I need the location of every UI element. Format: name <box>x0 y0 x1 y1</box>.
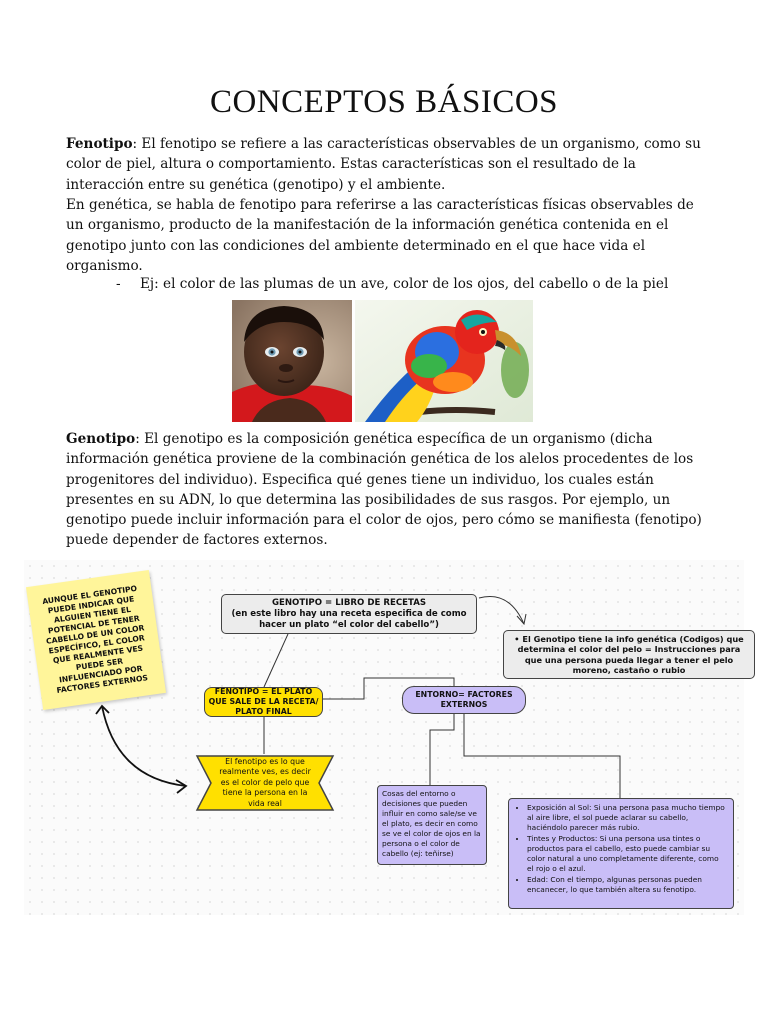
sticky-note: AUNQUE EL GENOTIPO PUEDE INDICAR QUE ALGUIEN TIENE EL POTENCIAL DE TENER CABELLO DE UN COLOR ESPECÍFICO, EL COLOR QUE REALMENTE VES PUEDE SER INFLUENCIADO POR FACTORES EXTERNOS <box>26 570 166 710</box>
fenotipo-definition-text: El fenotipo es lo que realmente ves, es decir es el color de pelo que tiene la persona en la vida real <box>219 756 311 808</box>
fenotipo-paragraph <box>66 134 706 195</box>
factor-sun: • Exposición al Sol: Si una persona pasa mucho tiempo al aire libre, el sol puede aclarar su cabello, haciéndolo parecer más rubio. <box>527 803 725 833</box>
fenotipo-genetics-paragraph: En genética, se habla de fenotipo para referirse a las características físicas observables de un organismo, producto de la manifestación de la información genética contenida en el genotipo junto con las condiciones del ambiente determinado en el que hace vida el organismo. <box>66 197 694 274</box>
genotipo-recipe-node: GENOTIPO = LIBRO DE RECETAS (en este libro hay una receta especifica de como hacer un plato “el color del cabello”) <box>221 594 477 634</box>
fenotipo-plate-node: FENOTIPO = EL PLATO QUE SALE DE LA RECETA/ PLATO FINAL <box>204 687 323 717</box>
fenotipo-example-text: Ej: el color de las plumas de un ave, color de los ojos, del cabello o de la piel <box>140 276 669 292</box>
genotipo-paragraph <box>66 429 706 551</box>
page-title: CONCEPTOS BÁSICOS <box>209 84 559 120</box>
factor-dyes: • Tintes y Productos: Si una persona usa tintes o productos para el cabello, esto puede cambiar su color natural a uno completamente diferente, como el rojo o el azul. <box>527 834 725 874</box>
fenotipo-term: Fenotipo <box>66 136 133 152</box>
factor-age: • Edad: Con el tiempo, algunas personas pueden encanecer, lo que también altera su fenotipo. <box>527 875 725 895</box>
fenotipo-definition: : El fenotipo se refiere a las características observables de un organismo, como su color de piel, altura o comportamiento. Estas características son el resultado de la interacción entre su genética (genotipo) y el ambiente. <box>66 136 701 193</box>
entorno-node: ENTORNO= FACTORES EXTERNOS <box>402 686 526 714</box>
genotipo-term: Genotipo <box>66 431 136 447</box>
parrot-photo <box>355 300 533 422</box>
entorno-cosas-node: Cosas del entorno o decisiones que pueden influir en como sale/se ve el plato, es decir en como se ve el color de ojos en la persona o el color de cabello (ej: teñirse) <box>377 785 487 865</box>
external-factors-node <box>508 798 734 909</box>
genotipo-info-node: • El Genotipo tiene la info genética (Codigos) que determina el color del pelo = Instrucciones para que una persona pueda llegar a tener el pelo moreno, castaño o rubio <box>503 630 755 679</box>
fenotipo-definition-node <box>195 754 335 812</box>
factors-list <box>517 803 725 896</box>
concept-map <box>24 560 744 915</box>
bullet-dash: - <box>116 276 121 292</box>
genotipo-definition: : El genotipo es la composición genética específica de un organismo (dicha información genética proviene de la combinación genética de los alelos procedentes de los progenitores del individuo). Especifica qué genes tiene un individuo, los cuales están presentes en su ADN, lo que determina las posibilidades de sus rasgos. Por ejemplo, un genotipo puede incluir información para el color de ojos, pero cómo se manifiesta (fenotipo) puede depender de factores externos. <box>66 431 702 549</box>
baby-photo <box>232 300 352 422</box>
fenotipo-example <box>116 276 668 292</box>
